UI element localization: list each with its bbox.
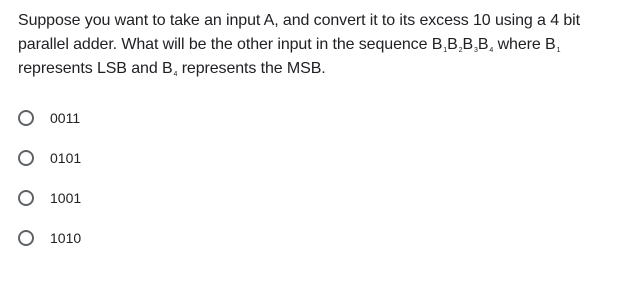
radio-button[interactable] [18, 150, 34, 166]
option-label: 1001 [50, 190, 82, 206]
option-label: 0011 [50, 110, 81, 126]
subscript: 3 [474, 47, 478, 54]
subscript: 1 [556, 47, 561, 54]
option-0011[interactable] [18, 108, 318, 128]
answer-options [18, 108, 318, 268]
option-1001[interactable] [18, 188, 318, 208]
subscript: 4 [173, 71, 178, 78]
radio-button[interactable] [18, 110, 34, 126]
radio-button[interactable] [18, 190, 34, 206]
option-0101[interactable] [18, 148, 318, 168]
question-text-part: B [447, 36, 458, 53]
question-text [18, 9, 618, 81]
question-text-part: B [477, 36, 489, 53]
option-label: 0101 [50, 150, 82, 166]
question-text-part: B [462, 36, 474, 53]
question-text-part: Suppose you want to take an input A, and convert it to its excess 10 using a 4 bit parallel adder. What will be the other input in the sequence B [18, 12, 580, 53]
radio-button[interactable] [18, 230, 34, 246]
subscript: 4 [489, 47, 494, 54]
subscript: 2 [458, 47, 463, 54]
option-label: 1010 [50, 230, 82, 246]
subscript: 1 [443, 47, 448, 54]
question-text-part: represents LSB and B [18, 60, 173, 77]
option-1010[interactable] [18, 228, 318, 248]
question-text-part: represents the MSB. [177, 60, 326, 77]
question-text-part: where B [493, 36, 556, 53]
